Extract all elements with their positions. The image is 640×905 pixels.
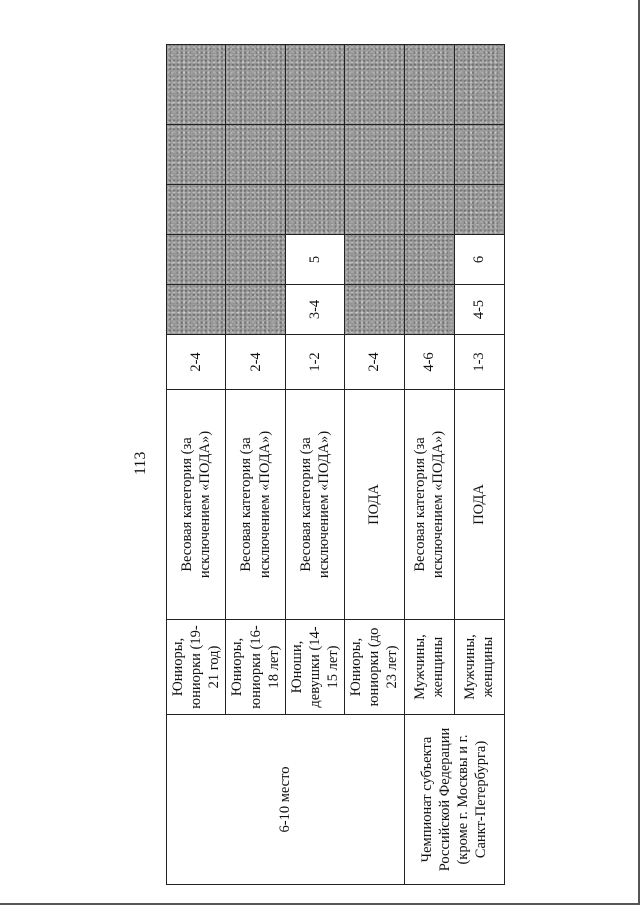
- shaded-cell: [345, 284, 404, 334]
- age-group-cell: Мужчины, женщины: [404, 619, 454, 714]
- shaded-cell: [167, 284, 226, 334]
- places-cell-2: 4-5: [454, 284, 504, 334]
- category-cell: Весовая категория (за исключением «ПОДА»): [285, 389, 344, 619]
- age-group-cell: Мужчины, женщины: [454, 619, 504, 714]
- category-cell: Весовая категория (за исключением «ПОДА»): [226, 389, 285, 619]
- page-number: 113: [132, 451, 149, 475]
- places-cell-3: 5: [285, 234, 344, 284]
- shaded-cell: [226, 234, 285, 284]
- age-group-cell: Юниоры, юниорки (19-21 год): [167, 619, 226, 714]
- shaded-cell: [404, 124, 454, 184]
- shaded-cell: [345, 184, 404, 234]
- places-cell: 1-3: [454, 334, 504, 389]
- category-cell: ПОДА: [345, 389, 404, 619]
- age-group-cell: Юниоры, юниорки (16-18 лет): [226, 619, 285, 714]
- event-cell: 6-10 место: [167, 714, 405, 884]
- shaded-cell: [404, 284, 454, 334]
- places-cell-3: 6: [454, 234, 504, 284]
- shaded-cell: [167, 124, 226, 184]
- results-table: [166, 44, 505, 885]
- shaded-cell: [345, 124, 404, 184]
- shaded-cell: [285, 124, 344, 184]
- shaded-cell: [167, 234, 226, 284]
- shaded-cell: [404, 44, 454, 124]
- shaded-cell: [167, 44, 226, 124]
- rotated-page-content: [132, 45, 496, 885]
- category-cell: Весовая категория (за исключением «ПОДА»): [404, 389, 454, 619]
- shaded-cell: [454, 44, 504, 124]
- shaded-cell: [404, 234, 454, 284]
- event-cell: Чемпионат субъекта Российской Федерации (кроме г. Москвы и г. Санкт-Петербурга): [404, 714, 504, 884]
- shaded-cell: [167, 184, 226, 234]
- shaded-cell: [226, 284, 285, 334]
- age-group-cell: Юноши, девушки (14-15 лет): [285, 619, 344, 714]
- category-cell: ПОДА: [454, 389, 504, 619]
- shaded-cell: [226, 184, 285, 234]
- shaded-cell: [454, 124, 504, 184]
- shaded-cell: [345, 44, 404, 124]
- shaded-cell: [226, 124, 285, 184]
- table-row: [167, 44, 226, 884]
- places-cell: 2-4: [167, 334, 226, 389]
- places-cell: 2-4: [345, 334, 404, 389]
- places-cell-2: 3-4: [285, 284, 344, 334]
- places-cell: 1-2: [285, 334, 344, 389]
- shaded-cell: [285, 44, 344, 124]
- places-cell: 2-4: [226, 334, 285, 389]
- shaded-cell: [226, 44, 285, 124]
- age-group-cell: Юниоры, юниорки (до 23 лет): [345, 619, 404, 714]
- shaded-cell: [285, 184, 344, 234]
- table-row: [404, 44, 454, 884]
- shaded-cell: [454, 184, 504, 234]
- places-cell: 4-6: [404, 334, 454, 389]
- shaded-cell: [345, 234, 404, 284]
- category-cell: Весовая категория (за исключением «ПОДА»): [167, 389, 226, 619]
- shaded-cell: [404, 184, 454, 234]
